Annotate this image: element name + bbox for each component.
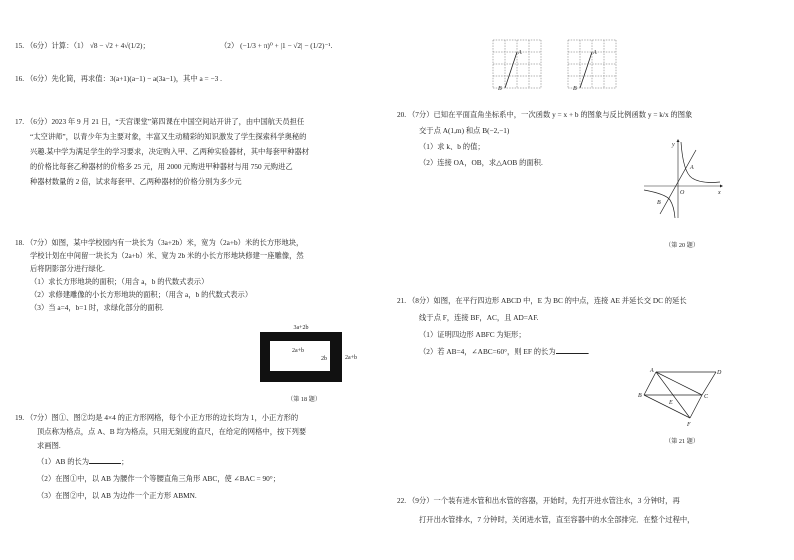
q15-number: 15. [15, 41, 25, 50]
q15-label: 计算： [51, 41, 74, 50]
q22-number: 22. [397, 496, 407, 505]
q20-label-x: x [718, 190, 721, 196]
q16-expression: 3(a+1)(a−1) − a(3a−1) [109, 74, 176, 83]
q21-number: 21. [397, 296, 407, 305]
grid2-point-a: A [593, 50, 597, 56]
q17-line-4: 的价格比每套乙种器材的价格多 25 元，用 2000 元购进甲种器材与用 750 元购进乙 [30, 162, 293, 171]
question-17 [15, 114, 375, 189]
q17-line-3: 兴趣.某中学为满足学生的学习要求，决定购入甲、乙两种实验器材，其中每套甲种器材 [30, 147, 310, 156]
q19-line-2: 顶点称为格点，点 A、B 均为格点，只用无刻度的直尺，在给定的网格中，按下列要 [37, 427, 307, 436]
question-15-part2 [220, 41, 332, 51]
q21-answer-blank[interactable] [556, 346, 588, 354]
q15-score: （6分） [25, 41, 52, 50]
q15-part1: （1） [73, 41, 88, 50]
q22-line-2: 打开出水管排水，7 分钟时，关闭进水管，直至容器中的水全部排完．在整个过程中， [419, 515, 695, 524]
q17-line-1 [15, 114, 375, 129]
q18-label-inner-top: 2a+b [291, 348, 305, 354]
q18-sub-1: （1）求长方形地块的面积；（用含 a，b 的代数式表示） [30, 277, 209, 286]
q18-line-2: 学校计划在中间留一块长为（2a+b）米、宽为 2b 米的小长方形地块修建一座雕像，然 [30, 251, 304, 260]
q21-figure [634, 364, 726, 428]
q20-caption: （第 20 题） [665, 242, 700, 249]
q20-text: 已知在平面直角坐标系中，一次函数 y = x + b 的图象与反比例函数 y = k/x 的图象 [433, 110, 693, 119]
q21-score: （8分） [407, 296, 434, 305]
q19-line-3: 求画图. [37, 441, 61, 450]
q18-number: 18. [15, 238, 25, 247]
q18-score: （7分） [25, 238, 52, 247]
q19-answer-blank[interactable] [89, 456, 121, 464]
q21-line-1 [397, 292, 777, 309]
q20-label-b: B [657, 200, 661, 206]
q19-sub-2: （2）在图①中，以 AB 为腰作一个等腰直角三角形 ABC，使 ∠BAC = 90°； [37, 474, 281, 483]
segment-ab-1 [505, 52, 517, 88]
q20-sub-2: （2）连接 OA，OB，求△AOB 的面积. [419, 158, 543, 167]
q20-figure [640, 136, 726, 222]
q18-line-3: 后将阴影部分进行绿化. [30, 264, 105, 273]
q15-part2: （2） [220, 41, 239, 50]
question-15 [15, 41, 150, 51]
question-21 [397, 292, 777, 360]
q21-sub-2-text: （2）若 AB=4，∠ABC=60°，则 EF 的长为 [419, 347, 556, 356]
q21-label-c: C [704, 394, 709, 400]
q18-text: 如图，某中学校园内有一块长为（3a+2b）米，宽为（2a+b）米的长方形地块， [51, 238, 304, 247]
q16-condition: ，其中 a = −3 . [175, 74, 222, 83]
q16-score: （6分） [25, 74, 52, 83]
q22-line-1 [397, 491, 777, 510]
q20-label-a: A [690, 165, 694, 171]
q18-figure [250, 322, 370, 392]
question-18 [15, 236, 375, 314]
segment-ab-2 [580, 52, 592, 88]
q21-line-2: 线于点 F，连接 BF，AC，且 AD=AF. [419, 313, 539, 322]
q19-number: 19. [15, 413, 25, 422]
q21-text: 如图，在平行四边形 ABCD 中，E 为 BC 的中点，连接 AE 并延长交 DC 的延长 [433, 296, 687, 305]
q19-sub-1 [15, 455, 375, 469]
q21-label-e: E [669, 400, 673, 406]
q19-sub-3: （3）在图②中，以 AB 为边作一个正方形 ABMN. [37, 491, 197, 500]
q18-line-1 [15, 236, 375, 249]
q20-sub-1: （1）求 k、b 的值； [419, 142, 485, 151]
q15-end: . [330, 41, 333, 50]
question-22 [397, 491, 777, 529]
grid1-point-a: A [518, 50, 522, 56]
x-axis-arrow [720, 185, 723, 188]
q21-label-a: A [650, 368, 654, 374]
question-19 [15, 411, 375, 503]
q15-separator: ； [142, 41, 150, 50]
q21-label-b: B [638, 393, 642, 399]
grid2-point-b: B [573, 86, 577, 92]
q17-score: （6分） [25, 117, 52, 126]
q20-line-1 [397, 107, 777, 123]
q21-sub-2 [397, 343, 777, 360]
q19-sub-1-end: ； [121, 457, 129, 466]
q22-text: 一个装有进水管和出水管的容器，开始时，先打开进水管注水，3 分钟时，再 [433, 496, 680, 505]
q20-label-y: y [672, 142, 675, 148]
q17-line-2: “太空讲师”，以青少年为主要对象，丰富又生动精彩的知识激发了学生探索科学奥秘的 [30, 132, 307, 141]
hyperbola-branch-1 [681, 142, 720, 183]
q16-text: 先化简，再求值： [51, 74, 110, 83]
q18-sub-3: （3）当 a=4，b=1 时，求绿化部分的面积. [30, 303, 164, 312]
q19-line-1 [15, 411, 375, 425]
q19-score: （7分） [25, 413, 52, 422]
q17-line-5: 种器材数量的 2 倍，试求每套甲、乙两种器材的价格分别为多少元 [30, 177, 242, 186]
q21-sub-1: （1）证明四边形 ABFC 为矩形； [419, 330, 526, 339]
q19-grid-figure-1 [491, 38, 543, 94]
q18-caption: （第 18 题） [287, 396, 322, 403]
q20-label-o: O [680, 190, 685, 196]
q21-caption: （第 21 题） [665, 438, 700, 445]
q15-part1-expression: √8 − √2 + 4√(1/2) [89, 41, 143, 50]
q18-label-outer-top: 3a+2b [293, 325, 309, 331]
q20-number: 20. [397, 110, 407, 119]
q18-sub-2: （2）求修建雕像的小长方形地块的面积；（用含 a，b 的代数式表示） [30, 290, 253, 299]
q20-score: （7分） [407, 110, 434, 119]
q21-sub-2-end: . [587, 347, 590, 356]
q17-text: 2023 年 9 月 21 日，“天宫课堂”第四课在中国空间站开讲了，由中国航天员担任 [51, 117, 305, 126]
question-16 [15, 74, 222, 84]
q18-label-outer-right: 2a+b [345, 355, 358, 361]
q21-label-d: D [717, 370, 722, 376]
q22-score: （9分） [407, 496, 434, 505]
q19-sub-1-text: （1）AB 的长为 [37, 457, 90, 466]
q20-line-2: 交于点 A(1,m) 和点 B(−2,−1) [419, 126, 510, 135]
q15-part2-expression: (−1/3 + π)⁰ + |1 − √2| − (1/2)⁻¹ [240, 41, 331, 50]
y-axis-arrow [677, 139, 680, 142]
q19-grid-figure-2 [566, 38, 618, 94]
q16-number: 16. [15, 74, 25, 83]
q18-label-inner-right: 2b [321, 356, 327, 362]
q17-number: 17. [15, 117, 25, 126]
q19-text: 图①、图②均是 4×4 的正方形网格，每个小正方形的边长均为 1，小正方形的 [51, 413, 299, 422]
grid1-point-b: B [498, 86, 502, 92]
q21-label-f: F [687, 422, 691, 428]
